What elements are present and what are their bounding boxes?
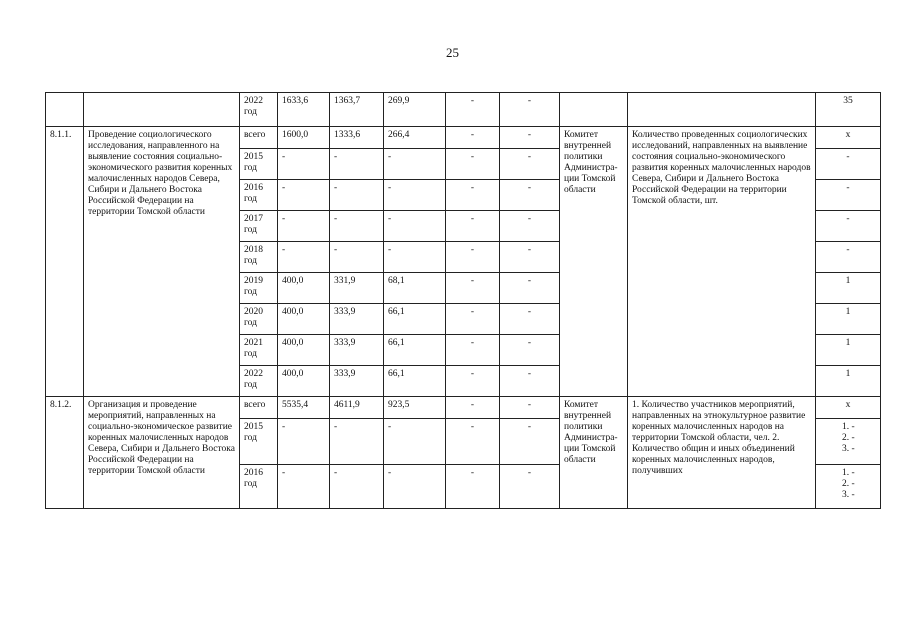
indicator-value-line: 3. - xyxy=(842,490,855,500)
federal-cell: - xyxy=(330,242,384,273)
local-cell: - xyxy=(446,93,500,127)
local-cell: - xyxy=(446,366,500,397)
program-table xyxy=(45,92,881,509)
federal-cell: - xyxy=(330,149,384,180)
total-cell: - xyxy=(278,419,330,465)
other-cell: - xyxy=(500,335,560,366)
local-cell: - xyxy=(446,242,500,273)
federal-cell: 4611,9 xyxy=(330,397,384,419)
total-cell: 1633,6 xyxy=(278,93,330,127)
indicator-value-cell: х xyxy=(816,127,881,149)
total-cell: 400,0 xyxy=(278,366,330,397)
measure-name-cell: Проведение социологического исследования, направленного на выявление состояния социально-экономического развития коренных малочисленных народов Севера, Сибири и Дальнего Востока Российской Федерации на территории Томской области xyxy=(84,127,240,397)
regional-cell: - xyxy=(384,419,446,465)
table-row xyxy=(46,127,881,149)
local-cell: - xyxy=(446,397,500,419)
local-cell: - xyxy=(446,127,500,149)
indicator-value-line: 1. - xyxy=(842,422,855,432)
regional-cell: 266,4 xyxy=(384,127,446,149)
indicator-value-line: 1. - xyxy=(842,468,855,478)
federal-cell: 331,9 xyxy=(330,273,384,304)
other-cell: - xyxy=(500,273,560,304)
indicator-name-cell: 1. Количество участников мероприятий, направленных на этнокультурное развитие коренных малочисленных народов на территории Томской области, чел. 2. Количество общин и иных объединений коренных малочисленных народов, получивших xyxy=(628,397,816,509)
federal-cell: 1333,6 xyxy=(330,127,384,149)
regional-cell: 923,5 xyxy=(384,397,446,419)
code-cell xyxy=(46,93,84,127)
indicator-value-line: 2. - xyxy=(842,433,855,443)
other-cell: - xyxy=(500,366,560,397)
local-cell: - xyxy=(446,149,500,180)
total-cell: - xyxy=(278,211,330,242)
indicator-value-cell xyxy=(816,465,881,509)
regional-cell: 66,1 xyxy=(384,335,446,366)
federal-cell: - xyxy=(330,419,384,465)
indicator-value-cell: - xyxy=(816,211,881,242)
total-cell: - xyxy=(278,465,330,509)
local-cell: - xyxy=(446,465,500,509)
other-cell: - xyxy=(500,242,560,273)
other-cell: - xyxy=(500,419,560,465)
total-cell: 1600,0 xyxy=(278,127,330,149)
total-cell: 400,0 xyxy=(278,273,330,304)
other-cell: - xyxy=(500,304,560,335)
year-cell: 2022 год xyxy=(240,366,278,397)
measure-name-cell xyxy=(84,93,240,127)
local-cell: - xyxy=(446,211,500,242)
total-cell: 400,0 xyxy=(278,304,330,335)
year-cell: 2022 год xyxy=(240,93,278,127)
indicator-name-cell: Количество проведенных социологических исследований, направленных на выявление состояния социально-экономического развития коренных малочисленных народов Севера, Сибири и Дальнего Востока Российской Федерации на территории Томской области, шт. xyxy=(628,127,816,397)
year-cell: всего xyxy=(240,397,278,419)
regional-cell: 66,1 xyxy=(384,366,446,397)
indicator-value-cell: 1 xyxy=(816,304,881,335)
year-cell: 2016 год xyxy=(240,180,278,211)
federal-cell: 333,9 xyxy=(330,366,384,397)
federal-cell: - xyxy=(330,180,384,211)
indicator-value-cell: - xyxy=(816,149,881,180)
measure-name-cell: Организация и проведение мероприятий, направленных на социально-экономическое развитие коренных малочисленных народов Севера, Сибири и Дальнего Востока Российской Федерации на территории Томской области xyxy=(84,397,240,509)
year-cell: 2015 год xyxy=(240,419,278,465)
indicator-value-line: х xyxy=(845,400,851,410)
federal-cell: 333,9 xyxy=(330,335,384,366)
year-cell: 2015 год xyxy=(240,149,278,180)
regional-cell: - xyxy=(384,149,446,180)
other-cell: - xyxy=(500,465,560,509)
local-cell: - xyxy=(446,180,500,211)
executor-cell xyxy=(560,93,628,127)
regional-cell: 269,9 xyxy=(384,93,446,127)
table-row xyxy=(46,93,881,127)
code-cell: 8.1.2. xyxy=(46,397,84,509)
indicator-value-cell: - xyxy=(816,242,881,273)
federal-cell: - xyxy=(330,465,384,509)
code-cell: 8.1.1. xyxy=(46,127,84,397)
year-cell: 2019 год xyxy=(240,273,278,304)
other-cell: - xyxy=(500,397,560,419)
regional-cell: - xyxy=(384,465,446,509)
total-cell: - xyxy=(278,242,330,273)
indicator-value-cell: 35 xyxy=(816,93,881,127)
other-cell: - xyxy=(500,211,560,242)
total-cell: - xyxy=(278,149,330,180)
federal-cell: 333,9 xyxy=(330,304,384,335)
local-cell: - xyxy=(446,273,500,304)
year-cell: 2018 год xyxy=(240,242,278,273)
indicator-value-line: 3. - xyxy=(842,444,855,454)
local-cell: - xyxy=(446,335,500,366)
other-cell: - xyxy=(500,149,560,180)
indicator-value-cell: 1 xyxy=(816,366,881,397)
year-cell: 2021 год xyxy=(240,335,278,366)
indicator-value-cell: 1 xyxy=(816,335,881,366)
indicator-value-line: 2. - xyxy=(842,479,855,489)
federal-cell: 1363,7 xyxy=(330,93,384,127)
other-cell: - xyxy=(500,93,560,127)
regional-cell: - xyxy=(384,211,446,242)
year-cell: 2020 год xyxy=(240,304,278,335)
regional-cell: - xyxy=(384,242,446,273)
regional-cell: - xyxy=(384,180,446,211)
year-cell: 2017 год xyxy=(240,211,278,242)
indicator-value-cell xyxy=(816,397,881,419)
executor-cell: Комитет внутренней политики Администра-ции Томской области xyxy=(560,397,628,509)
federal-cell: - xyxy=(330,211,384,242)
table-row xyxy=(46,397,881,419)
regional-cell: 68,1 xyxy=(384,273,446,304)
year-cell: всего xyxy=(240,127,278,149)
total-cell: 400,0 xyxy=(278,335,330,366)
executor-cell: Комитет внутренней политики Администра-ции Томской области xyxy=(560,127,628,397)
local-cell: - xyxy=(446,304,500,335)
total-cell: - xyxy=(278,180,330,211)
regional-cell: 66,1 xyxy=(384,304,446,335)
page-number: 25 xyxy=(446,45,459,60)
indicator-value-cell: 1 xyxy=(816,273,881,304)
local-cell: - xyxy=(446,419,500,465)
indicator-name-cell xyxy=(628,93,816,127)
other-cell: - xyxy=(500,180,560,211)
other-cell: - xyxy=(500,127,560,149)
total-cell: 5535,4 xyxy=(278,397,330,419)
indicator-value-cell xyxy=(816,419,881,465)
year-cell: 2016 год xyxy=(240,465,278,509)
indicator-value-cell: - xyxy=(816,180,881,211)
